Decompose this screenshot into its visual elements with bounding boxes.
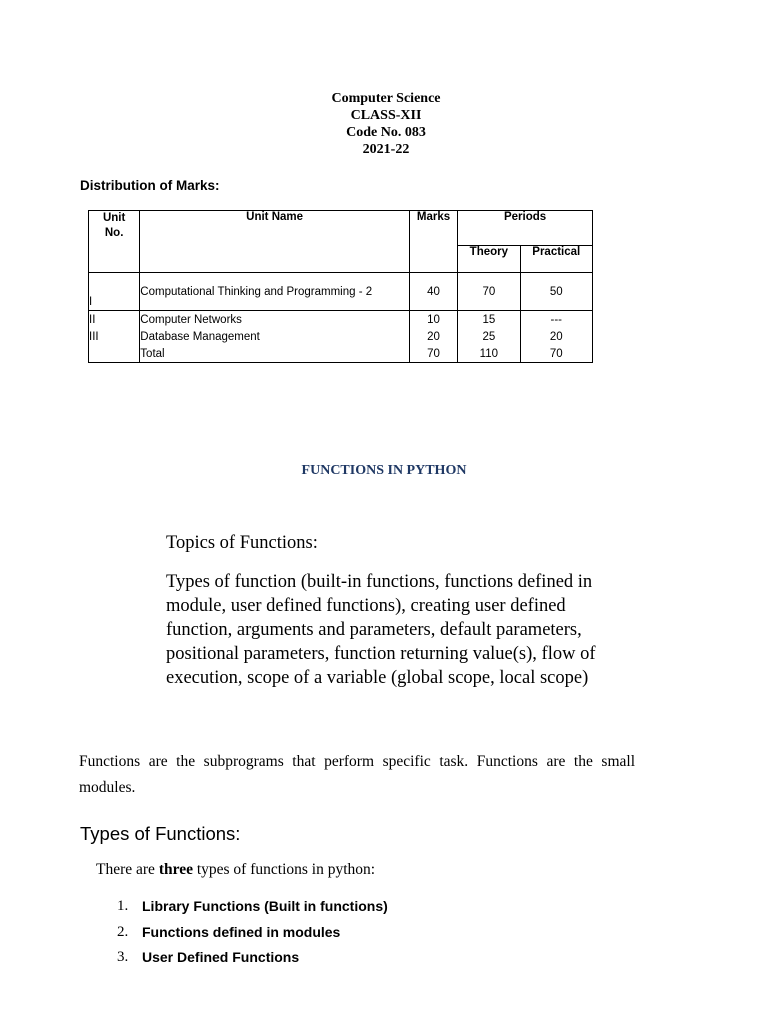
types-heading: Types of Functions: (80, 823, 241, 844)
col-header-unit-no (89, 211, 140, 273)
cell-theory: 15 (458, 311, 520, 329)
document-header (0, 90, 768, 158)
table-header-row (89, 211, 593, 246)
topics-body: Types of function (built-in functions, functions defined in module, user defined functions), creating user defined function, arguments and parameters, default parameters, positional parameters, function returning value(s), flow of execution, scope of a variable (global scope, local scope) (166, 572, 596, 688)
class-label: CLASS-XII (350, 108, 422, 123)
table-total-row (89, 345, 593, 363)
cell-unit: I (89, 273, 140, 311)
cell-marks: 70 (409, 345, 457, 363)
cell-practical: 50 (520, 273, 592, 311)
cell-theory: 25 (458, 328, 520, 345)
col-header-practical: Practical (520, 246, 592, 273)
cell-unit (89, 345, 140, 363)
cell-unit-name: Computer Networks (140, 311, 410, 329)
cell-marks: 10 (409, 311, 457, 329)
topics-title: Topics of Functions: (166, 533, 318, 553)
table-row (89, 311, 593, 329)
types-intro-line (96, 861, 375, 879)
list-item-text: Functions defined in modules (142, 923, 341, 940)
cell-unit: II (89, 311, 140, 329)
cell-practical: --- (520, 311, 592, 329)
marks-distribution-table (88, 210, 593, 363)
intro-paragraph: Functions are the subprograms that perform specific task. Functions are the small modules. (79, 753, 635, 796)
cell-marks: 20 (409, 328, 457, 345)
list-item-text: Library Functions (Built in functions) (142, 898, 388, 914)
list-item-text: User Defined Functions (142, 949, 300, 965)
section-title: FUNCTIONS IN PYTHON (301, 463, 467, 478)
cell-theory: 70 (458, 273, 520, 311)
col-header-unit-line2: No. (104, 227, 124, 239)
cell-theory: 110 (458, 345, 520, 363)
session-label: 2021-22 (362, 142, 410, 157)
col-header-marks: Marks (409, 211, 457, 273)
distribution-heading: Distribution of Marks: (80, 178, 220, 193)
cell-unit-name: Database Management (140, 328, 410, 345)
cell-unit-name: Total (140, 345, 410, 363)
list-item-number: 2. (117, 923, 129, 940)
types-intro-prefix: There are (96, 861, 159, 878)
list-item-number: 3. (117, 949, 129, 965)
code-label: Code No. 083 (346, 125, 426, 140)
types-intro-bold: three (158, 861, 193, 878)
list-item (117, 920, 388, 946)
types-list (117, 894, 388, 971)
cell-marks: 40 (409, 273, 457, 311)
col-header-unit-name: Unit Name (140, 211, 410, 273)
list-item (117, 945, 388, 971)
cell-practical: 70 (520, 345, 592, 363)
cell-practical: 20 (520, 328, 592, 345)
col-header-periods: Periods (458, 211, 593, 246)
cell-unit-name: Computational Thinking and Programming - 2 (140, 273, 410, 311)
types-intro-suffix: types of functions in python: (192, 861, 376, 878)
table-row (89, 328, 593, 345)
col-header-unit-line1: Unit (102, 212, 126, 224)
list-item-number: 1. (117, 898, 129, 914)
table-row (89, 273, 593, 311)
subject-title: Computer Science (331, 91, 441, 106)
cell-unit: III (89, 328, 140, 345)
list-item (117, 894, 388, 920)
col-header-theory: Theory (458, 246, 520, 273)
